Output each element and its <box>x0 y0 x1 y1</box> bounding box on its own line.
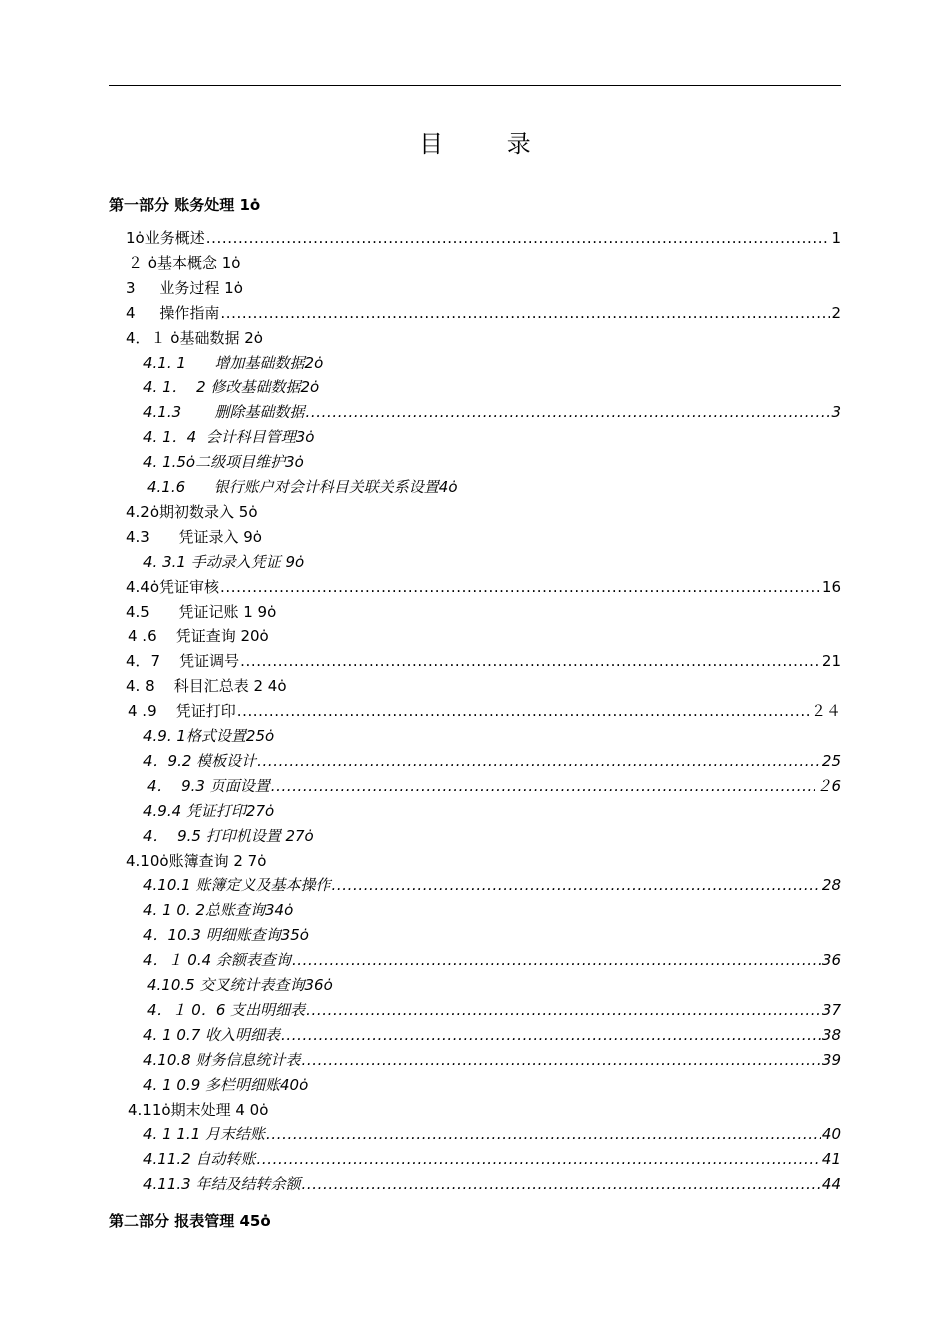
toc-entry[interactable] <box>126 526 262 548</box>
toc-entry-label: 4．7 凭证调号 <box>126 652 240 671</box>
toc-page-number: 3 <box>831 403 841 422</box>
toc-entry[interactable] <box>143 1074 308 1096</box>
toc-entry[interactable] <box>128 700 841 722</box>
toc-dot-leader <box>331 874 820 896</box>
toc-entry-label: 4. 8 科目汇总表 2 4ȯ <box>126 677 287 696</box>
toc-entry-label: 4．10.3 明细账查询35ȯ <box>143 926 309 945</box>
toc-entry-label: 4. 1 0. 2总账查询34ȯ <box>143 901 294 920</box>
toc-entry[interactable] <box>147 775 841 797</box>
toc-entry[interactable] <box>128 252 240 274</box>
toc-entry[interactable] <box>143 1024 841 1046</box>
toc-entry[interactable] <box>143 825 314 847</box>
toc-entry-label: 1ȯ业务概述 <box>126 229 205 247</box>
page-title: 目 录 <box>419 130 559 158</box>
toc-entry-label: 4. 1．4 会计科目管理3ȯ <box>143 428 315 447</box>
toc-entry-label: ２ ȯ基本概念 1ȯ <box>128 253 241 272</box>
toc-page-number: 44 <box>821 1175 841 1194</box>
part-one-heading: 第一部分 账务处理 1ȯ <box>109 196 261 214</box>
toc-page-number: 25 <box>821 751 841 770</box>
toc-dot-leader <box>240 650 821 672</box>
toc-dot-leader <box>292 949 821 971</box>
toc-dot-leader <box>266 1123 821 1145</box>
toc-entry-label: 4.10ȯ账簿查询 2 7ȯ <box>126 851 267 870</box>
toc-entry-label: 4.11.3 年结及结转余额 <box>143 1175 301 1194</box>
part-two-heading: 第二部分 报表管理 45ȯ <box>109 1212 271 1230</box>
toc-entry[interactable] <box>143 401 841 423</box>
toc-entry-label: 4.11ȯ期末处理 4 0ȯ <box>128 1100 269 1119</box>
toc-page-number: 41 <box>821 1150 841 1169</box>
toc-entry-label: 4. 1.5ȯ二级项目维护3ȯ <box>143 453 304 472</box>
toc-page-number: 36 <box>821 951 841 970</box>
toc-entry-label: 4 操作指南 <box>126 303 220 322</box>
toc-entry-label: 4.4ȯ凭证审核 <box>126 577 220 596</box>
toc-entry-label: 4.1. 1 增加基础数据2ȯ <box>143 353 324 372</box>
toc-entry[interactable] <box>143 352 323 374</box>
toc-page-number: 1 <box>831 229 841 247</box>
toc-entry[interactable] <box>143 1173 841 1195</box>
toc-entry[interactable] <box>143 1049 841 1071</box>
toc-page-number: 38 <box>821 1025 841 1044</box>
toc-entry-label: 4.11.2 自动转账 <box>143 1150 256 1169</box>
toc-page-number: 37 <box>821 1000 841 1019</box>
toc-page-number: 16 <box>821 577 841 596</box>
toc-dot-leader <box>256 1148 820 1170</box>
toc-entry[interactable] <box>147 999 841 1021</box>
toc-dot-leader <box>257 750 821 772</box>
toc-entry[interactable] <box>143 451 304 473</box>
toc-entry[interactable] <box>143 1148 841 1170</box>
header-rule <box>109 85 841 86</box>
toc-entry-label: 4. 1 0.9 多栏明细账40ȯ <box>143 1075 309 1094</box>
toc-page-number: 40 <box>821 1125 841 1144</box>
toc-dot-leader <box>281 1024 821 1046</box>
toc-entry[interactable] <box>143 874 841 896</box>
toc-page-number: 2 <box>831 303 841 322</box>
toc-entry-label: 3 业务过程 1ȯ <box>126 278 243 297</box>
toc-entry-label: 4.10.1 账簿定义及基本操作 <box>143 876 331 895</box>
toc-dot-leader <box>306 999 821 1021</box>
toc-page-number: 21 <box>821 652 841 671</box>
toc-entry-label: 4 .9 凭证打印 <box>128 702 236 721</box>
toc-page-number: ２6 <box>816 776 841 795</box>
toc-entry[interactable] <box>128 625 269 647</box>
toc-dot-leader <box>220 576 821 598</box>
toc-entry[interactable] <box>143 376 319 398</box>
toc-entry-label: 4.3 凭证录入 9ȯ <box>126 527 262 546</box>
toc-entry-label: 4.9.4 凭证打印27ȯ <box>143 801 275 820</box>
toc-entry[interactable] <box>143 725 274 747</box>
toc-entry-label: 4.1.3 删除基础数据 <box>143 403 305 422</box>
toc-entry[interactable] <box>126 227 841 249</box>
toc-entry[interactable] <box>143 426 314 448</box>
toc-entry[interactable] <box>126 650 841 672</box>
toc-entry[interactable] <box>143 899 293 921</box>
toc-entry[interactable] <box>126 576 841 598</box>
toc-entry-label: 4.2ȯ期初数录入 5ȯ <box>126 502 258 521</box>
toc-entry[interactable] <box>126 501 258 523</box>
toc-entry-label: 4．１ 0．6 支出明细表 <box>147 1000 306 1019</box>
toc-entry-label: 4． 9.3 页面设置 <box>147 776 270 795</box>
toc-entry[interactable] <box>147 974 333 996</box>
toc-entry[interactable] <box>128 1099 268 1121</box>
toc-entry[interactable] <box>143 924 309 946</box>
toc-dot-leader <box>301 1173 820 1195</box>
toc-entry-label: 4． 9.5 打印机设置 27ȯ <box>143 826 314 845</box>
toc-entry-label: 4．9.2 模板设计 <box>143 751 257 770</box>
toc-entry-label: 4. 1 0.7 收入明细表 <box>143 1025 281 1044</box>
toc-page-number: 28 <box>821 876 841 895</box>
toc-entry-label: 4．１ 0.4 余额表查询 <box>143 951 291 970</box>
toc-entry-label: 4．１ ȯ基础数据 2ȯ <box>126 328 263 347</box>
toc-page-number: ２４ <box>810 702 841 721</box>
toc-entry-label: 4.1.6 银行账户对会计科目关联关系设置4ȯ <box>147 478 458 496</box>
toc-entry[interactable] <box>126 277 243 299</box>
toc-entry[interactable] <box>143 1123 841 1145</box>
toc-dot-leader <box>271 775 816 797</box>
toc-entry-label: 4. 3.1 手动录入凭证 9ȯ <box>143 552 305 571</box>
toc-entry[interactable] <box>126 675 287 697</box>
toc-entry[interactable] <box>147 476 458 498</box>
toc-entry[interactable] <box>143 750 841 772</box>
toc-entry-label: 4. 1． 2 修改基础数据2ȯ <box>143 378 320 397</box>
toc-dot-leader <box>306 401 831 423</box>
toc-entry-label: 4.9. 1格式设置25ȯ <box>143 727 275 745</box>
toc-dot-leader <box>301 1049 820 1071</box>
toc-entry-label: 4.10.5 交叉统计表查询36ȯ <box>147 976 333 994</box>
toc-entry[interactable] <box>143 949 841 971</box>
toc-entry-label: 4.10.8 财务信息统计表 <box>143 1050 301 1069</box>
toc-entry-label: 4.5 凭证记账 1 9ȯ <box>126 602 277 621</box>
toc-dot-leader <box>220 302 830 324</box>
toc-dot-leader <box>206 227 831 249</box>
toc-entry[interactable] <box>143 551 304 573</box>
toc-entry[interactable] <box>126 302 841 324</box>
toc-dot-leader <box>237 700 810 722</box>
toc-entry[interactable] <box>126 601 276 623</box>
toc-entry-label: 4. 1 1.1 月末结账 <box>143 1125 266 1144</box>
toc-entry[interactable] <box>126 850 266 872</box>
toc-entry[interactable] <box>126 327 263 349</box>
toc-entry[interactable] <box>143 800 274 822</box>
toc-entry-label: 4 .6 凭证查询 20ȯ <box>128 627 269 646</box>
toc-page-number: 39 <box>821 1050 841 1069</box>
